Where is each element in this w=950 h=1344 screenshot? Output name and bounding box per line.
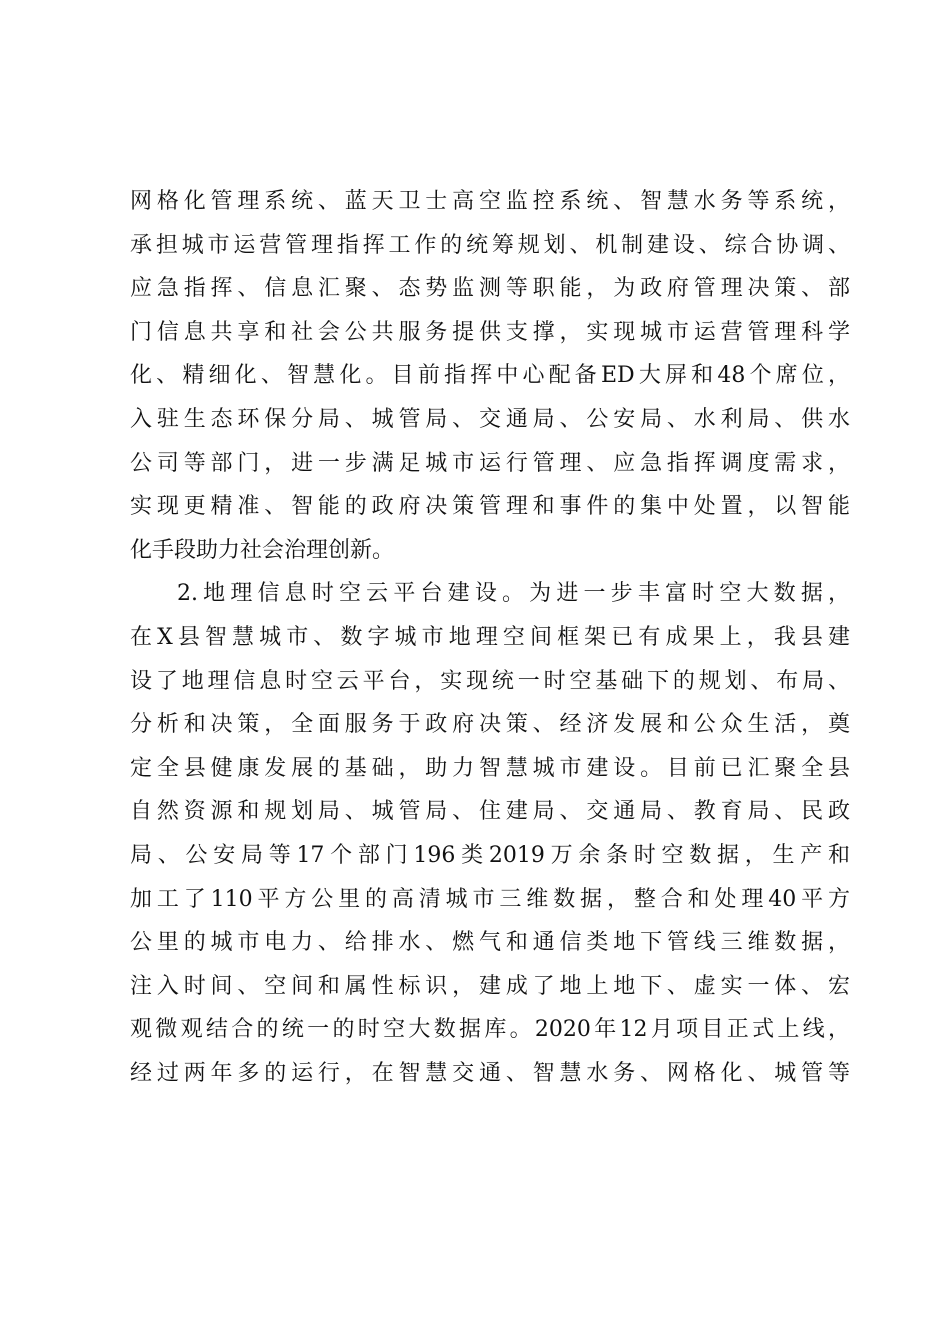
text-line: 观微观结合的统一的时空大数据库。2020年12月项目正式上线， [130, 1017, 850, 1043]
text-line: 在X县智慧城市、数字城市地理空间框架已有成果上，我县建 [130, 624, 850, 650]
text-line: 实现更精准、智能的政府决策管理和事件的集中处置，以智能 [130, 494, 850, 520]
text-line: 公司等部门，进一步满足城市运行管理、应急指挥调度需求， [130, 450, 850, 476]
text-line: 设了地理信息时空云平台，实现统一时空基础下的规划、布局、 [130, 668, 850, 694]
text-line: 局、公安局等17个部门196类2019万余条时空数据，生产和 [130, 842, 850, 868]
text-line: 化、精细化、智慧化。目前指挥中心配备ED大屏和48个席位， [130, 363, 850, 389]
text-line: 分析和决策，全面服务于政府决策、经济发展和公众生活，奠 [130, 712, 850, 738]
text-line: 加工了110平方公里的高清城市三维数据，整合和处理40平方 [130, 886, 850, 912]
text-line: 公里的城市电力、给排水、燃气和通信类地下管线三维数据， [130, 930, 850, 956]
text-line: 承担城市运营管理指挥工作的统筹规划、机制建设、综合协调、 [130, 232, 850, 258]
text-line: 注入时间、空间和属性标识，建成了地上地下、虚实一体、宏 [130, 973, 850, 999]
text-line: 2.地理信息时空云平台建设。为进一步丰富时空大数据， [177, 581, 850, 607]
text-line: 经过两年多的运行，在智慧交通、智慧水务、网格化、城管等 [130, 1060, 850, 1086]
text-line: 门信息共享和社会公共服务提供支撑，实现城市运营管理科学 [130, 319, 850, 345]
text-line: 网格化管理系统、蓝天卫士高空监控系统、智慧水务等系统， [130, 189, 850, 214]
text-line: 自然资源和规划局、城管局、住建局、交通局、教育局、民政 [130, 799, 850, 825]
text-line: 应急指挥、信息汇聚、态势监测等职能，为政府管理决策、部 [130, 276, 850, 302]
body-text [130, 180, 850, 1095]
text-line: 定全县健康发展的基础，助力智慧城市建设。目前已汇聚全县 [130, 755, 850, 781]
text-line: 入驻生态环保分局、城管局、交通局、公安局、水利局、供水 [130, 406, 850, 432]
text-line: 化手段助力社会治理创新。 [130, 537, 395, 563]
